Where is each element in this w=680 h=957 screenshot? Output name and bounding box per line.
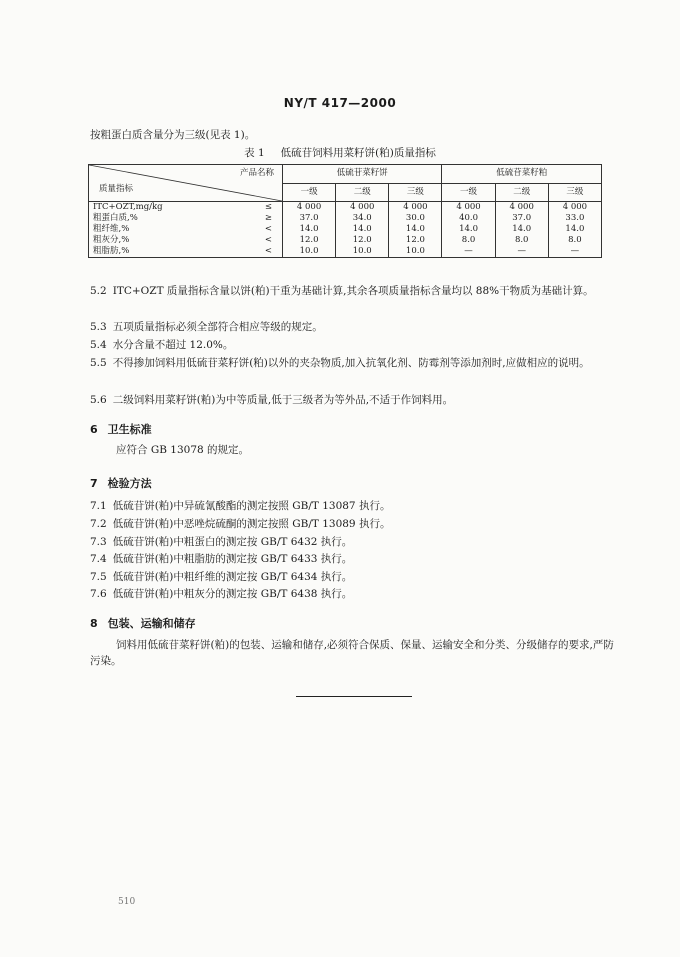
group-header-cake: 低硫苷菜籽饼 bbox=[283, 165, 442, 184]
row-name: ITC+OZT,mg/kg bbox=[89, 202, 249, 214]
section-8-text: 饲料用低硫苷菜籽饼(粕)的包装、运输和储存,必须符合保质、保量、运输安全和分类、分级储存的要求,严防污染。 bbox=[90, 639, 614, 667]
section-8-heading bbox=[90, 615, 196, 631]
section-title: 检验方法 bbox=[107, 477, 152, 490]
row-operator: ≥ bbox=[249, 213, 283, 224]
table-cell: 4 000 bbox=[336, 202, 389, 214]
clause-7-2 bbox=[90, 516, 618, 532]
table-cell: 37.0 bbox=[495, 213, 548, 224]
row-name: 粗纤维,% bbox=[89, 224, 249, 235]
table-cell: 4 000 bbox=[389, 202, 442, 214]
section-title: 卫生标准 bbox=[107, 423, 152, 436]
clause-7-5 bbox=[90, 569, 618, 585]
table-row bbox=[89, 213, 602, 224]
table-cell: 8.0 bbox=[495, 235, 548, 246]
table-cell: 40.0 bbox=[442, 213, 495, 224]
clause-5-3 bbox=[90, 319, 618, 335]
corner-label-index: 质量指标 bbox=[99, 184, 134, 194]
end-rule bbox=[296, 696, 412, 697]
grade-header: 一级 bbox=[442, 183, 495, 202]
table-cell: 14.0 bbox=[548, 224, 601, 235]
clause-number: 7.2 bbox=[90, 518, 107, 530]
table-row bbox=[89, 246, 602, 258]
table-cell: 12.0 bbox=[336, 235, 389, 246]
intro-text: 按粗蛋白质含量分为三级(见表 1)。 bbox=[90, 129, 256, 141]
clause-text: 五项质量指标必须全部符合相应等级的规定。 bbox=[112, 321, 323, 333]
section-6-text: 应符合 GB 13078 的规定。 bbox=[116, 444, 250, 456]
clause-text: 不得掺加饲料用低硫苷菜籽饼(粕)以外的夹杂物质,加入抗氧化剂、防霉剂等添加剂时,应做相应的说明。 bbox=[112, 357, 590, 369]
table-cell: 33.0 bbox=[548, 213, 601, 224]
table-cell: 30.0 bbox=[389, 213, 442, 224]
grade-header: 二级 bbox=[495, 183, 548, 202]
row-operator: < bbox=[249, 235, 283, 246]
row-operator: < bbox=[249, 246, 283, 258]
table-row bbox=[89, 224, 602, 235]
row-name: 粗脂肪,% bbox=[89, 246, 249, 258]
grade-header: 三级 bbox=[389, 183, 442, 202]
table-cell: 4 000 bbox=[442, 202, 495, 214]
table-cell: — bbox=[442, 246, 495, 258]
table-row bbox=[89, 202, 602, 214]
clause-number: 5.6 bbox=[90, 394, 107, 406]
row-operator: ≤ bbox=[249, 202, 283, 214]
table-corner-cell bbox=[89, 165, 283, 202]
table-cell: — bbox=[495, 246, 548, 258]
corner-label-product: 产品名称 bbox=[239, 168, 274, 178]
table-cell: 12.0 bbox=[283, 235, 336, 246]
table-cell: 4 000 bbox=[283, 202, 336, 214]
clause-5-6 bbox=[90, 392, 618, 408]
table-cell: 10.0 bbox=[389, 246, 442, 258]
clause-number: 7.4 bbox=[90, 553, 107, 565]
table-cell: 14.0 bbox=[495, 224, 548, 235]
table-cell: 37.0 bbox=[283, 213, 336, 224]
clause-number: 7.3 bbox=[90, 536, 107, 548]
clause-text: ITC+OZT 质量指标含量以饼(粕)干重为基础计算,其余各项质量指标含量均以 88%干物质为基础计算。 bbox=[112, 285, 594, 297]
clause-7-6 bbox=[90, 586, 618, 602]
table-title: 低硫苷饲料用菜籽饼(粕)质量指标 bbox=[280, 147, 436, 159]
grade-header: 一级 bbox=[283, 183, 336, 202]
clause-text: 水分含量不超过 12.0%。 bbox=[112, 339, 234, 351]
grade-header: 二级 bbox=[336, 183, 389, 202]
clause-number: 5.5 bbox=[90, 357, 107, 369]
section-7-heading bbox=[90, 475, 152, 491]
table-row bbox=[89, 235, 602, 246]
clause-5-2 bbox=[90, 283, 618, 299]
table-cell: 10.0 bbox=[283, 246, 336, 258]
section-number: 8 bbox=[90, 617, 98, 630]
table-cell: 8.0 bbox=[548, 235, 601, 246]
clause-text: 低硫苷饼(粕)中异硫氰酸酯的测定按照 GB/T 13087 执行。 bbox=[112, 500, 391, 512]
clause-7-1 bbox=[90, 498, 618, 514]
table-cell: 4 000 bbox=[495, 202, 548, 214]
section-title: 包装、运输和储存 bbox=[107, 617, 196, 630]
table-cell: 14.0 bbox=[442, 224, 495, 235]
clause-text: 低硫苷饼(粕)中粗脂肪的测定按 GB/T 6433 执行。 bbox=[112, 553, 353, 565]
quality-spec-table bbox=[88, 164, 602, 258]
row-operator: < bbox=[249, 224, 283, 235]
clause-number: 7.1 bbox=[90, 500, 107, 512]
clause-text: 低硫苷饼(粕)中恶唑烷硫酮的测定按照 GB/T 13089 执行。 bbox=[112, 518, 391, 530]
clause-number: 5.3 bbox=[90, 321, 107, 333]
clause-number: 5.2 bbox=[90, 285, 107, 297]
clause-7-3 bbox=[90, 534, 618, 550]
table-label: 表 1 bbox=[244, 147, 265, 159]
clause-text: 二级饲料用菜籽饼(粕)为中等质量,低于三级者为等外品,不适于作饲料用。 bbox=[112, 394, 454, 406]
table-cell: 10.0 bbox=[336, 246, 389, 258]
table-caption bbox=[0, 145, 680, 160]
page-number: 510 bbox=[118, 897, 136, 907]
section-number: 7 bbox=[90, 477, 98, 490]
grade-header: 三级 bbox=[548, 183, 601, 202]
clause-5-4 bbox=[90, 337, 618, 353]
row-name: 粗蛋白质,% bbox=[89, 213, 249, 224]
section-number: 6 bbox=[90, 423, 98, 436]
table-cell: 12.0 bbox=[389, 235, 442, 246]
table-cell: 4 000 bbox=[548, 202, 601, 214]
clause-number: 7.5 bbox=[90, 571, 107, 583]
table-cell: 14.0 bbox=[336, 224, 389, 235]
clause-5-5 bbox=[90, 355, 618, 371]
standard-code-header: NY/T 417—2000 bbox=[283, 96, 397, 110]
table-cell: 14.0 bbox=[389, 224, 442, 235]
clause-number: 7.6 bbox=[90, 588, 107, 600]
table-cell: — bbox=[548, 246, 601, 258]
clause-text: 低硫苷饼(粕)中粗灰分的测定按 GB/T 6438 执行。 bbox=[112, 588, 353, 600]
clause-number: 5.4 bbox=[90, 339, 107, 351]
section-6-heading bbox=[90, 421, 152, 437]
row-name: 粗灰分,% bbox=[89, 235, 249, 246]
table-cell: 34.0 bbox=[336, 213, 389, 224]
table-cell: 8.0 bbox=[442, 235, 495, 246]
group-header-meal: 低硫苷菜籽粕 bbox=[442, 165, 602, 184]
clause-text: 低硫苷饼(粕)中粗纤维的测定按 GB/T 6434 执行。 bbox=[112, 571, 353, 583]
clause-7-4 bbox=[90, 551, 618, 567]
clause-text: 低硫苷饼(粕)中粗蛋白的测定按 GB/T 6432 执行。 bbox=[112, 536, 353, 548]
table-cell: 14.0 bbox=[283, 224, 336, 235]
